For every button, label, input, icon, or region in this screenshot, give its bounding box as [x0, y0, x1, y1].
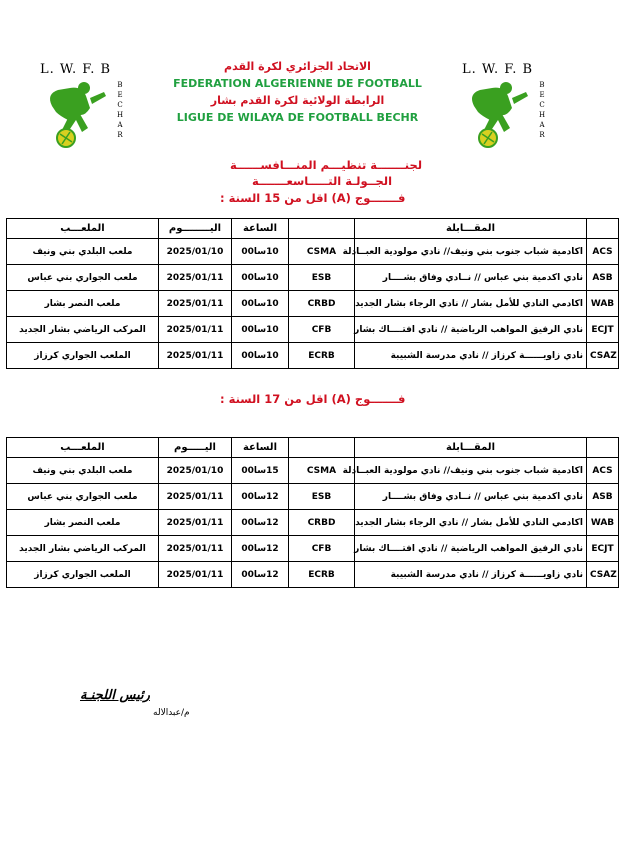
venue-cell: المركب الرياضي بشار الجديد: [7, 317, 159, 343]
header-club: [587, 219, 619, 239]
signature-name: م/عبدالاله: [153, 708, 190, 718]
header-venue: الملعـــب: [7, 438, 159, 458]
home-code-cell: CSAZ: [587, 343, 619, 369]
match-cell: نادي الرفيق المواهب الرياضية // نادي افتــــاك بشار: [355, 317, 587, 343]
round-title: الجــولـة التـــــاسعـــــــة: [252, 174, 393, 188]
away-code-cell: CRBD: [289, 291, 355, 317]
match-cell: اكادمي النادي للأمل بشار // نادي الرجاء بشار الجديد: [355, 291, 587, 317]
match-cell: نادي زاويــــــة كرزاز // نادي مدرسة الشبيبة: [355, 562, 587, 588]
date-cell: 2025/01/10: [159, 239, 232, 265]
logo-vertical-text: B E C H A R: [538, 81, 546, 139]
date-cell: 2025/01/11: [159, 291, 232, 317]
time-cell: 12سا00: [232, 536, 289, 562]
table-row: [7, 458, 619, 484]
venue-cell: الملعب الجواري كرزاز: [7, 562, 159, 588]
date-cell: 2025/01/11: [159, 265, 232, 291]
home-code-cell: ACS: [587, 239, 619, 265]
table-row: [7, 536, 619, 562]
table-row: [7, 484, 619, 510]
header-time: الساعة: [232, 219, 289, 239]
home-code-cell: WAB: [587, 510, 619, 536]
match-cell: اكادمي النادي للأمل بشار // نادي الرجاء بشار الجديد: [355, 510, 587, 536]
logo-title: L. W. F. B: [462, 62, 534, 77]
date-cell: 2025/01/11: [159, 536, 232, 562]
home-code-cell: ASB: [587, 265, 619, 291]
venue-cell: ملعب النصر بشار: [7, 510, 159, 536]
header-venue: الملعـــب: [7, 219, 159, 239]
time-cell: 10سا00: [232, 291, 289, 317]
match-cell: اكادمية شباب جنوب بني ونيف// نادي مولودية العبــادلة: [355, 458, 587, 484]
home-code-cell: ECJT: [587, 536, 619, 562]
home-code-cell: ECJT: [587, 317, 619, 343]
header-date: اليـــــوم: [159, 438, 232, 458]
time-cell: 10سا00: [232, 265, 289, 291]
home-code-cell: ACS: [587, 458, 619, 484]
venue-cell: ملعب الجواري بني عباس: [7, 484, 159, 510]
table-row: [7, 291, 619, 317]
date-cell: 2025/01/11: [159, 510, 232, 536]
league-name-fr: LIGUE DE WILAYA DE FOOTBALL BECHR: [176, 111, 419, 124]
match-cell: نادي اكدمية بني عباس // نــادي وفاق بشــــار: [355, 484, 587, 510]
away-code-cell: ECRB: [289, 562, 355, 588]
table-header-row: [7, 438, 619, 458]
date-cell: 2025/01/11: [159, 562, 232, 588]
header-club: [587, 438, 619, 458]
table-header-row: [7, 219, 619, 239]
group-title-u15: فـــــــوج (A) اقل من 15 السنة :: [220, 191, 406, 205]
table-row: [7, 317, 619, 343]
header-code: [289, 219, 355, 239]
schedule-table-u15: [6, 218, 619, 369]
time-cell: 12سا00: [232, 484, 289, 510]
table-row: [7, 239, 619, 265]
date-cell: 2025/01/10: [159, 458, 232, 484]
date-cell: 2025/01/11: [159, 484, 232, 510]
away-code-cell: CSMA: [289, 239, 355, 265]
away-code-cell: ECRB: [289, 343, 355, 369]
header-match: المقـــابلة: [355, 219, 587, 239]
home-code-cell: WAB: [587, 291, 619, 317]
group-title-u17: فـــــــوج (A) اقل من 17 السنة :: [220, 392, 406, 406]
table-row: [7, 343, 619, 369]
federation-name-ar: الاتحاد الجزائري لكرة القدم: [224, 60, 371, 73]
match-cell: نادي اكدمية بني عباس // نــادي وفاق بشــــار: [355, 265, 587, 291]
league-name-ar: الرابطة الولائية لكرة القدم بشار: [210, 94, 385, 107]
venue-cell: الملعب الجواري كرزاز: [7, 343, 159, 369]
date-cell: 2025/01/11: [159, 343, 232, 369]
footballer-icon: [462, 78, 538, 150]
venue-cell: المركب الرياضي بشار الجديد: [7, 536, 159, 562]
committee-title: لجنـــــــة تنظيـــم المنـــافســــــة: [230, 158, 423, 172]
header-date: اليــــــــوم: [159, 219, 232, 239]
signature-title: رئيس اللجنـة: [80, 688, 150, 703]
footballer-icon: [40, 78, 116, 150]
logo-title: L. W. F. B: [40, 62, 112, 77]
away-code-cell: CFB: [289, 536, 355, 562]
venue-cell: ملعب النصر بشار: [7, 291, 159, 317]
date-cell: 2025/01/11: [159, 317, 232, 343]
match-cell: نادي الرفيق المواهب الرياضية // نادي افتــــاك بشار: [355, 536, 587, 562]
home-code-cell: CSAZ: [587, 562, 619, 588]
time-cell: 12سا00: [232, 562, 289, 588]
schedule-table-u17: [6, 437, 619, 588]
away-code-cell: CRBD: [289, 510, 355, 536]
time-cell: 10سا00: [232, 343, 289, 369]
match-cell: نادي زاويــــــة كرزاز // نادي مدرسة الشبيبة: [355, 343, 587, 369]
header-code: [289, 438, 355, 458]
time-cell: 12سا00: [232, 510, 289, 536]
away-code-cell: ESB: [289, 484, 355, 510]
table-row: [7, 265, 619, 291]
time-cell: 15سا00: [232, 458, 289, 484]
header-match: المقـــابلة: [355, 438, 587, 458]
league-logo-left: [40, 62, 130, 152]
time-cell: 10سا00: [232, 239, 289, 265]
league-logo-right: [462, 62, 552, 152]
away-code-cell: CSMA: [289, 458, 355, 484]
table-row: [7, 562, 619, 588]
federation-name-fr: FEDERATION ALGERIENNE DE FOOTBALL: [173, 77, 422, 90]
away-code-cell: CFB: [289, 317, 355, 343]
venue-cell: ملعب البلدي بني ونيف: [7, 458, 159, 484]
table-row: [7, 510, 619, 536]
home-code-cell: ASB: [587, 484, 619, 510]
match-cell: اكادمية شباب جنوب بني ونيف// نادي مولودية العبــادلة: [355, 239, 587, 265]
time-cell: 10سا00: [232, 317, 289, 343]
venue-cell: ملعب الجواري بني عباس: [7, 265, 159, 291]
venue-cell: ملعب البلدي بني ونيف: [7, 239, 159, 265]
away-code-cell: ESB: [289, 265, 355, 291]
header-time: الساعة: [232, 438, 289, 458]
logo-vertical-text: B E C H A R: [116, 81, 124, 139]
